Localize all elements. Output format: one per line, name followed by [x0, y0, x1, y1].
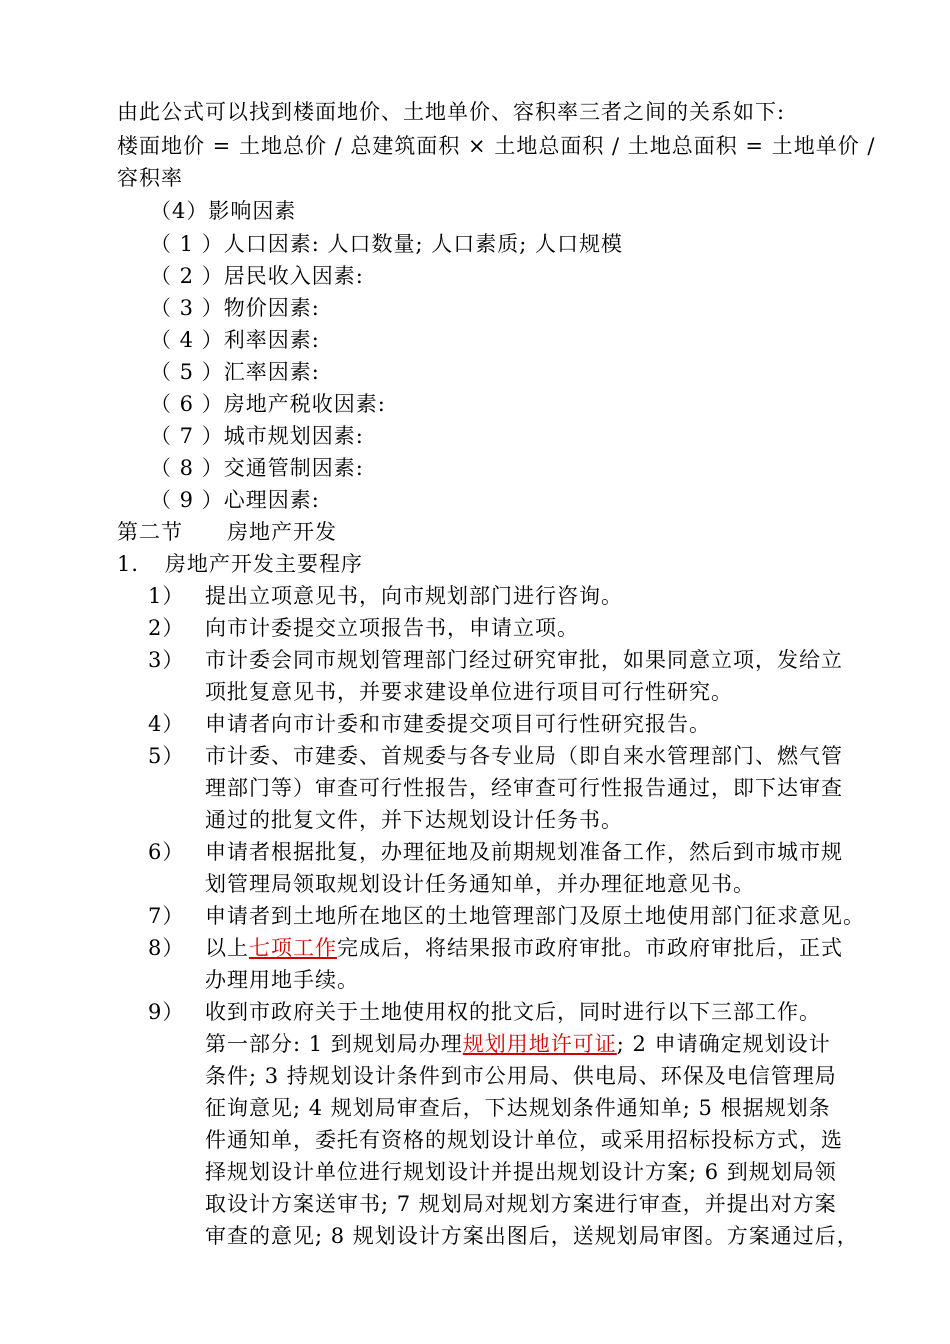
factor-item: （ 4 ）利率因素: — [150, 328, 320, 352]
step-number: 7） — [148, 904, 185, 928]
part-text: 择规划设计单位进行规划设计并提出规划设计方案; 6 到规划局领 — [205, 1160, 837, 1184]
factors-heading: （4）影响因素 — [150, 199, 297, 223]
part-text: 取设计方案送审书; 7 规划局对规划方案进行审查，并提出对方案 — [205, 1192, 837, 1216]
step-number: 8） — [148, 936, 185, 960]
seven-items-link[interactable]: 七项工作 — [249, 936, 337, 960]
factor-item: （ 1 ）人口因素: 人口数量; 人口素质; 人口规模 — [150, 232, 623, 256]
factor-item: （ 9 ）心理因素: — [150, 488, 320, 512]
part-text-post: ; 2 申请确定规划设计 — [616, 1032, 831, 1056]
part-text: 审查的意见; 8 规划设计方案出图后，送规划局审图。方案通过后， — [205, 1224, 859, 1248]
step-text: 理部门等）审查可行性报告，经审查可行性报告通过，即下达审查 — [205, 776, 843, 800]
factor-item: （ 8 ）交通管制因素: — [150, 456, 364, 480]
step-number: 4） — [148, 712, 185, 736]
step-text: 提出立项意见书，向市规划部门进行咨询。 — [205, 584, 623, 608]
part-text-pre: 第一部分: 1 到规划局办理 — [205, 1032, 463, 1056]
step-number: 2） — [148, 616, 185, 640]
step-text: 办理用地手续。 — [205, 968, 359, 992]
intro-line-1: 由此公式可以找到楼面地价、土地单价、容积率三者之间的关系如下: — [117, 100, 786, 124]
step-text: 申请者根据批复，办理征地及前期规划准备工作，然后到市城市规 — [205, 840, 843, 864]
step-text: 通过的批复文件，并下达规划设计任务书。 — [205, 808, 623, 832]
step-text-pre: 以上 — [205, 936, 249, 960]
step-number: 5） — [148, 744, 185, 768]
part-text: 征询意见; 4 规划局审查后，下达规划条件通知单; 5 根据规划条 — [205, 1096, 831, 1120]
step-text: 市计委会同市规划管理部门经过研究审批，如果同意立项，发给立 — [205, 648, 843, 672]
part-text — [205, 1029, 831, 1059]
step-text — [205, 933, 843, 963]
factor-item: （ 7 ）城市规划因素: — [150, 424, 364, 448]
factor-item: （ 2 ）居民收入因素: — [150, 264, 364, 288]
step-number: 3） — [148, 648, 185, 672]
planning-permit-link[interactable]: 规划用地许可证 — [462, 1032, 617, 1056]
factor-item: （ 3 ）物价因素: — [150, 296, 320, 320]
step-text-post: 完成后，将结果报市政府审批。市政府审批后，正式 — [337, 936, 843, 960]
intro-line-2: 楼面地价 = 土地总价 / 总建筑面积 × 土地总面积 / 土地总面积 = 土地单价 / — [117, 134, 876, 158]
section-title: 第二节 房地产开发 — [117, 520, 337, 544]
part-text: 件通知单，委托有资格的规划设计单位，或采用招标投标方式，选 — [205, 1128, 843, 1152]
intro-line-3: 容积率 — [117, 166, 183, 190]
subsection-title: 1． 房地产开发主要程序 — [117, 552, 363, 576]
step-text: 市计委、市建委、首规委与各专业局（即自来水管理部门、燃气管 — [205, 744, 843, 768]
step-number: 9） — [148, 1000, 185, 1024]
step-text: 划管理局领取规划设计任务通知单，并办理征地意见书。 — [205, 872, 755, 896]
factor-item: （ 5 ）汇率因素: — [150, 360, 320, 384]
factor-item: （ 6 ）房地产税收因素: — [150, 392, 386, 416]
step-text: 收到市政府关于土地使用权的批文后，同时进行以下三部工作。 — [205, 1000, 821, 1024]
step-text: 申请者向市计委和市建委提交项目可行性研究报告。 — [205, 712, 711, 736]
step-text: 向市计委提交立项报告书，申请立项。 — [205, 616, 579, 640]
part-text: 条件; 3 持规划设计条件到市公用局、供电局、环保及电信管理局 — [205, 1064, 837, 1088]
step-text: 申请者到土地所在地区的土地管理部门及原土地使用部门征求意见。 — [205, 904, 865, 928]
step-number: 6） — [148, 840, 185, 864]
step-text: 项批复意见书，并要求建设单位进行项目可行性研究。 — [205, 680, 733, 704]
step-number: 1） — [148, 584, 185, 608]
